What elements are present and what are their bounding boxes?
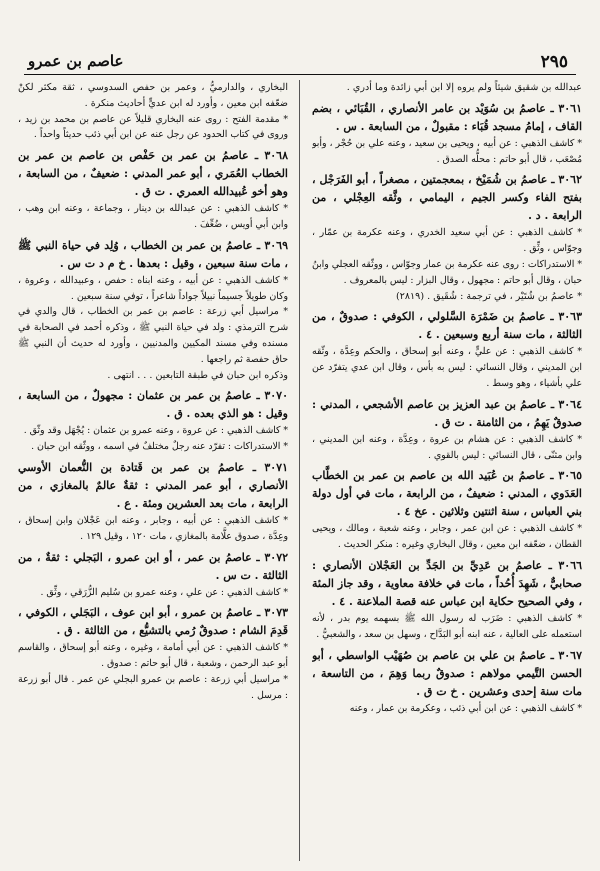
reference-note: * كاشف الذهبي : عن أبيه ، وعنه ابناه : حفص ، وعبيدالله ، وعروة ، وكان طويلاً جسيماً نبيلاً جواداً شاعراً ، توفي سنة سبعين .	[18, 274, 288, 302]
entry-number: ٣٠٦٧	[558, 648, 582, 662]
entry-title: عاصمُ بن شُمَيْخ ، بمعجمتين ، مصغراً ، أبو الفَرَجْل ، بفتح الفاء وكسر الجيم ، اليمامي ، وثَّقه العِجْلي ، من الرابعة . د .	[312, 173, 582, 223]
reference-note: * كاشف الذهبي : عن علي ، وعنه عمرو بن سُليم الزُّرَقي ، وثِّق .	[40, 586, 288, 598]
column-divider	[299, 80, 300, 861]
biography-entry: ٣٠٦٣ ـ عاصمُ بن ضَمْرَة السَّلولي ، الكوفي : صدوقٌ ، من الثالثة ، مات سنة أربع وسبعين . ٤ .	[312, 310, 582, 342]
entry-title: عاصمُ بن عمرو ، أبو ابن عوف ، البَجَلي ، الكوفي ، قَدِمَ الشام : صدوقٌ رُمي بالتشيُّع ، من الثالثة . ق .	[18, 606, 288, 638]
reference-note: * كاشف الذهبي : عن عليٍّ ، وعنه أبو إسحاق ، والحكم وعِدَّة ، وثّقه ابن المديني ، وقال النسائي : ليس به بأس ، وقال ابن عدي يتفرّد عن علي بأشياء ، وهو وسط .	[312, 346, 582, 389]
running-title: عاصم بن عمرو	[28, 52, 124, 70]
entry-number: ٣٠٦٩	[264, 238, 288, 252]
reference-note: * كاشف الذهبي : عن أبي سعيد الخدري ، وعنه عكرمة بن عمّار ، وجوّاس ، وثِّق .	[312, 227, 582, 255]
entry-title: عاصمُ بن عُبَيد الله بن عاصم بن عمر بن الخطَّاب العَدَوي ، المدني : ضعيفٌ ، من الرابعة ، مات في أول دولة بني العباس ، سنة اثنتين وثلاثين . عخ ٤ .	[312, 469, 582, 519]
page-number: ٢٩٥	[540, 52, 568, 72]
reference-note: * كاشف الذهبي : ضَرَب له رسول الله ﷺ بسهمه يوم بدر ، لأنه استعمله على العالية ، عنه ابنه أبو البَدَّاح ، وسهل بن سعد ، والشعبيُّ .	[312, 612, 582, 640]
reference-note: * كاشف الذهبي : عن أبيه ، ويحيى بن سعيد ، وعنه علي بن حُجْر ، وأبو مُصْعَب ، قال أبو حاتم : محلُّه الصدق .	[312, 137, 582, 165]
entry-title: عاصمُ بن سُوَيْد بن عامر الأنصاري ، القُبَائي ، بضم القاف ، إمامُ مسجد قُبَاء : مقبولٌ ، من السابعة . س .	[312, 101, 582, 133]
reference-note: * مراسيل أبي زرعة : عاصم بن عمرو البجلي عن عمر . قال أبو زرعة : مرسل .	[18, 673, 288, 701]
entry-number: ٣٠٦٥	[558, 469, 582, 483]
left-text-column	[18, 80, 288, 865]
entry-number: ٣٠٦٦	[558, 558, 582, 572]
entry-number: ٣٠٦٣	[558, 310, 582, 324]
entry-number: ٣٠٦٨	[264, 149, 288, 163]
biography-entry: ٣٠٧١ ـ عاصمُ بن عمر بن قَتادة بن النُّعمان الأوسي الأنصاري ، أبو عمر المدني : ثقةٌ عالمٌ بالمغازي ، من الرابعة ، مات بعد العشرين ومئة . ع .	[18, 460, 288, 510]
entry-title: عاصمُ بن عَدِيِّ بن الجَدِّ بن العَجْلان الأنصاري : صحابيٌّ ، شَهِدَ أُحُداً ، مات في خلافة معاوية ، وقد جاز المئة ، وفي الصحيح حكاية ابن عباس عنه قصة الملاعنة . ٤ .	[312, 558, 582, 608]
entry-title: عاصمُ بن عمر ، أو ابن عمرو ، البَجلي : ثقةٌ ، من الثالثة . ت س .	[18, 550, 288, 582]
entry-title: عاصمُ بن ضَمْرَة السَّلولي ، الكوفي : صدوقٌ ، من الثالثة ، مات سنة أربع وسبعين . ٤ .	[312, 310, 582, 342]
entry-number: ٣٠٧١	[264, 460, 288, 474]
biography-entry: ٣٠٦٦ ـ عاصمُ بن عَدِيِّ بن الجَدِّ بن العَجْلان الأنصاري : صحابيٌّ ، شَهِدَ أُحُداً ، مات في خلافة معاوية ، وقد جاز المئة ، وفي الصحيح حكاية ابن عباس عنه قصة الملاعنة . ٤ .	[312, 558, 582, 608]
reference-note: * كاشف الذهبي : عن أبيه ، وجابر ، وعنه ابن عَجْلان وابن إسحاق ، وعِدَّة ، صدوق علَّامة بالمغازي ، مات ١٢٠ ، وقيل ١٢٩ .	[18, 514, 288, 542]
biography-entry: ٣٠٧٠ ـ عاصمُ بن عمر بن عثمان : مجهولٌ ، من السابعة ، وقيل : هو الذي بعده . ق .	[18, 389, 288, 421]
biography-entry: ٣٠٦٧ ـ عاصمُ بن علي بن عاصم بن صُهَيْب الواسطي ، أبو الحسن التَّيمي مولاهم : صدوقٌ ربما وَهِمَ ، من التاسعة ، مات سنة إحدى وعشرين . خ ت ق .	[312, 648, 582, 698]
entry-number: ٣٠٧٢	[264, 550, 288, 564]
reference-note: * كاشف الذهبي : عن ابن أبي ذئب ، وعكرمة بن عمار ، وعنه	[349, 702, 582, 714]
entry-number: ٣٠٧٣	[264, 606, 288, 620]
body-text: وذكره ابن حبان في طبقة التابعين . . . انتهى .	[107, 369, 288, 381]
right-text-column	[312, 80, 582, 865]
reference-note: * كاشف الذهبي : عن ابن عمر ، وجابر ، وعنه شعبة ، ومالك ، ويحيى القطان ، ضعّفه ابن معين ، وقال البخاري وغيره : منكر الحديث .	[312, 523, 582, 551]
biography-entry: ٣٠٦٥ ـ عاصمُ بن عُبَيد الله بن عاصم بن عمر بن الخطَّاب العَدَوي ، المدني : ضعيفٌ ، من الرابعة ، مات في أول دولة بني العباس ، سنة اثنتين وثلاثين . عخ ٤ .	[312, 469, 582, 519]
biography-entry: ٣٠٦٢ ـ عاصمُ بن شُمَيْخ ، بمعجمتين ، مصغراً ، أبو الفَرَجْل ، بفتح الفاء وكسر الجيم ، اليمامي ، وثَّقه العِجْلي ، من الرابعة . د .	[312, 173, 582, 223]
entry-title: عاصمُ بن عمر بن حَفْص بن عاصم بن عمر بن الخطاب العُمَري ، أبو عمر المدني : ضعيفٌ ، من السابعة ، وهو أخو عُبيدالله العمري . ت ق .	[18, 149, 288, 199]
entry-number: ٣٠٦٤	[558, 397, 582, 411]
reference-note: * كاشف الذهبي : عن عبدالله بن دينار ، وجماعة ، وعنه ابن وهب ، وابن أبي أويس ، ضُعِّفَ .	[18, 203, 288, 230]
body-text: * عاصمُ بن شُتَيْر ، في ترجمة : شُقَيق . (٢٨١٩)	[395, 290, 582, 302]
reference-note: * مقدمة الفتح : روى عنه البخاري قليلاً عن عاصم بن محمد بن زيد ، وروى في كتاب الحدود عن رجل عنه عن ابن أبي ذئب حديثاً واحداً .	[18, 113, 288, 141]
entry-title: عاصمُ بن عمر بن قَتادة بن النُّعمان الأوسي الأنصاري ، أبو عمر المدني : ثقةٌ عالمٌ بالمغازي ، من الرابعة ، مات بعد العشرين ومئة . ع .	[18, 460, 288, 510]
body-text: عبدالله بن شقيق شيئاً ولم يروه إلا ابن أبي زائدة وما أدري .	[346, 82, 582, 93]
entry-title: عاصمُ بن عمر بن الخطاب ، وُلِد في حياة النبي ﷺ ، مات سنة سبعين ، وقيل : بعدها . خ م د ت س .	[18, 238, 288, 270]
biography-entry: ٣٠٦١ ـ عاصمُ بن سُوَيْد بن عامر الأنصاري ، القُبَائي ، بضم القاف ، إمامُ مسجد قُبَاء : مقبولٌ ، من السابعة . س .	[312, 101, 582, 133]
body-text: البخاري ، والدارميُّ ، وعمر بن حفص السدوسي ، ثقة مكثر لكنْ ضعّفه ابن معين ، وأورد له ابن عديٍّ أحاديث منكرة .	[18, 82, 288, 109]
entry-title: عاصمُ بن عمر بن عثمان : مجهولٌ ، من السابعة ، وقيل : هو الذي بعده . ق .	[18, 389, 288, 421]
entry-title: عاصمُ بن علي بن عاصم بن صُهَيْب الواسطي ، أبو الحسن التَّيمي مولاهم : صدوقٌ ربما وَهِمَ ، من التاسعة ، مات سنة إحدى وعشرين . خ ت ق .	[312, 648, 582, 698]
reference-note: * كاشف الذهبي : عن أبي أمامة ، وغيره ، وعنه أبو إسحاق ، والقاسم أبو عبد الرحمن ، وشعبة ، قال أبو حاتم : صدوق .	[18, 642, 288, 670]
biography-entry: ٣٠٧٢ ـ عاصمُ بن عمر ، أو ابن عمرو ، البَجلي : ثقةٌ ، من الثالثة . ت س .	[18, 550, 288, 582]
biography-entry: ٣٠٧٣ ـ عاصمُ بن عمرو ، أبو ابن عوف ، البَجَلي ، الكوفي ، قَدِمَ الشام : صدوقٌ رُمي بالتشيُّع ، من الثالثة . ق .	[18, 606, 288, 638]
biography-entry: ٣٠٦٤ ـ عاصمُ بن عبد العزيز بن عاصم الأشجعي ، المدني : صدوقٌ يَهِمُ ، من الثامنة . ت ق .	[312, 397, 582, 429]
reference-note: * كاشف الذهبي : عن هشام بن عروة ، وعِدَّة ، وعنه ابن المديني ، وابن مثنّى ، قال النسائي : ليس بالقوي .	[312, 433, 582, 461]
page-header	[24, 52, 576, 75]
entry-number: ٣٠٧٠	[264, 389, 288, 403]
entry-number: ٣٠٦١	[558, 101, 582, 115]
entry-title: عاصمُ بن عبد العزيز بن عاصم الأشجعي ، المدني : صدوقٌ يَهِمُ ، من الثامنة . ت ق .	[312, 397, 582, 429]
reference-note: * الاستدراكات : تفرّد عنه رجلٌ مختلفٌ في اسمه ، ووثّقه ابن حبان .	[31, 441, 288, 453]
biography-entry: ٣٠٦٩ ـ عاصمُ بن عمر بن الخطاب ، وُلِد في حياة النبي ﷺ ، مات سنة سبعين ، وقيل : بعدها . خ م د ت س .	[18, 238, 288, 270]
reference-note: * مراسيل أبي زرعة : عاصم بن عمر بن الخطاب ، قال والدي في شرح الترمذي : ولد في حياة النبي ﷺ ، وذكره أحمد في الصحابة في مسنده وفي مسند المكيين والمدنيين ، وأورد له حديث أن النبي ﷺ حاق حفصة ثم راجعها .	[18, 306, 288, 365]
entry-number: ٣٠٦٢	[558, 173, 582, 187]
reference-note: * الاستدراكات : روى عنه عكرمة بن عمار وجوّاس ، ووثّقه العجلي وابنُ حبان ، وقال أبو حاتم : مجهول ، وقال البزار : ليس بالمعروف .	[312, 258, 582, 286]
reference-note: * كاشف الذهبي : عن عروة ، وعنه عمرو بن عثمان : يُجْهَل وقد وثّق .	[23, 425, 288, 437]
biography-entry: ٣٠٦٨ ـ عاصمُ بن عمر بن حَفْص بن عاصم بن عمر بن الخطاب العُمَري ، أبو عمر المدني : ضعيفٌ ، من السابعة ، وهو أخو عُبيدالله العمري . ت ق .	[18, 149, 288, 199]
